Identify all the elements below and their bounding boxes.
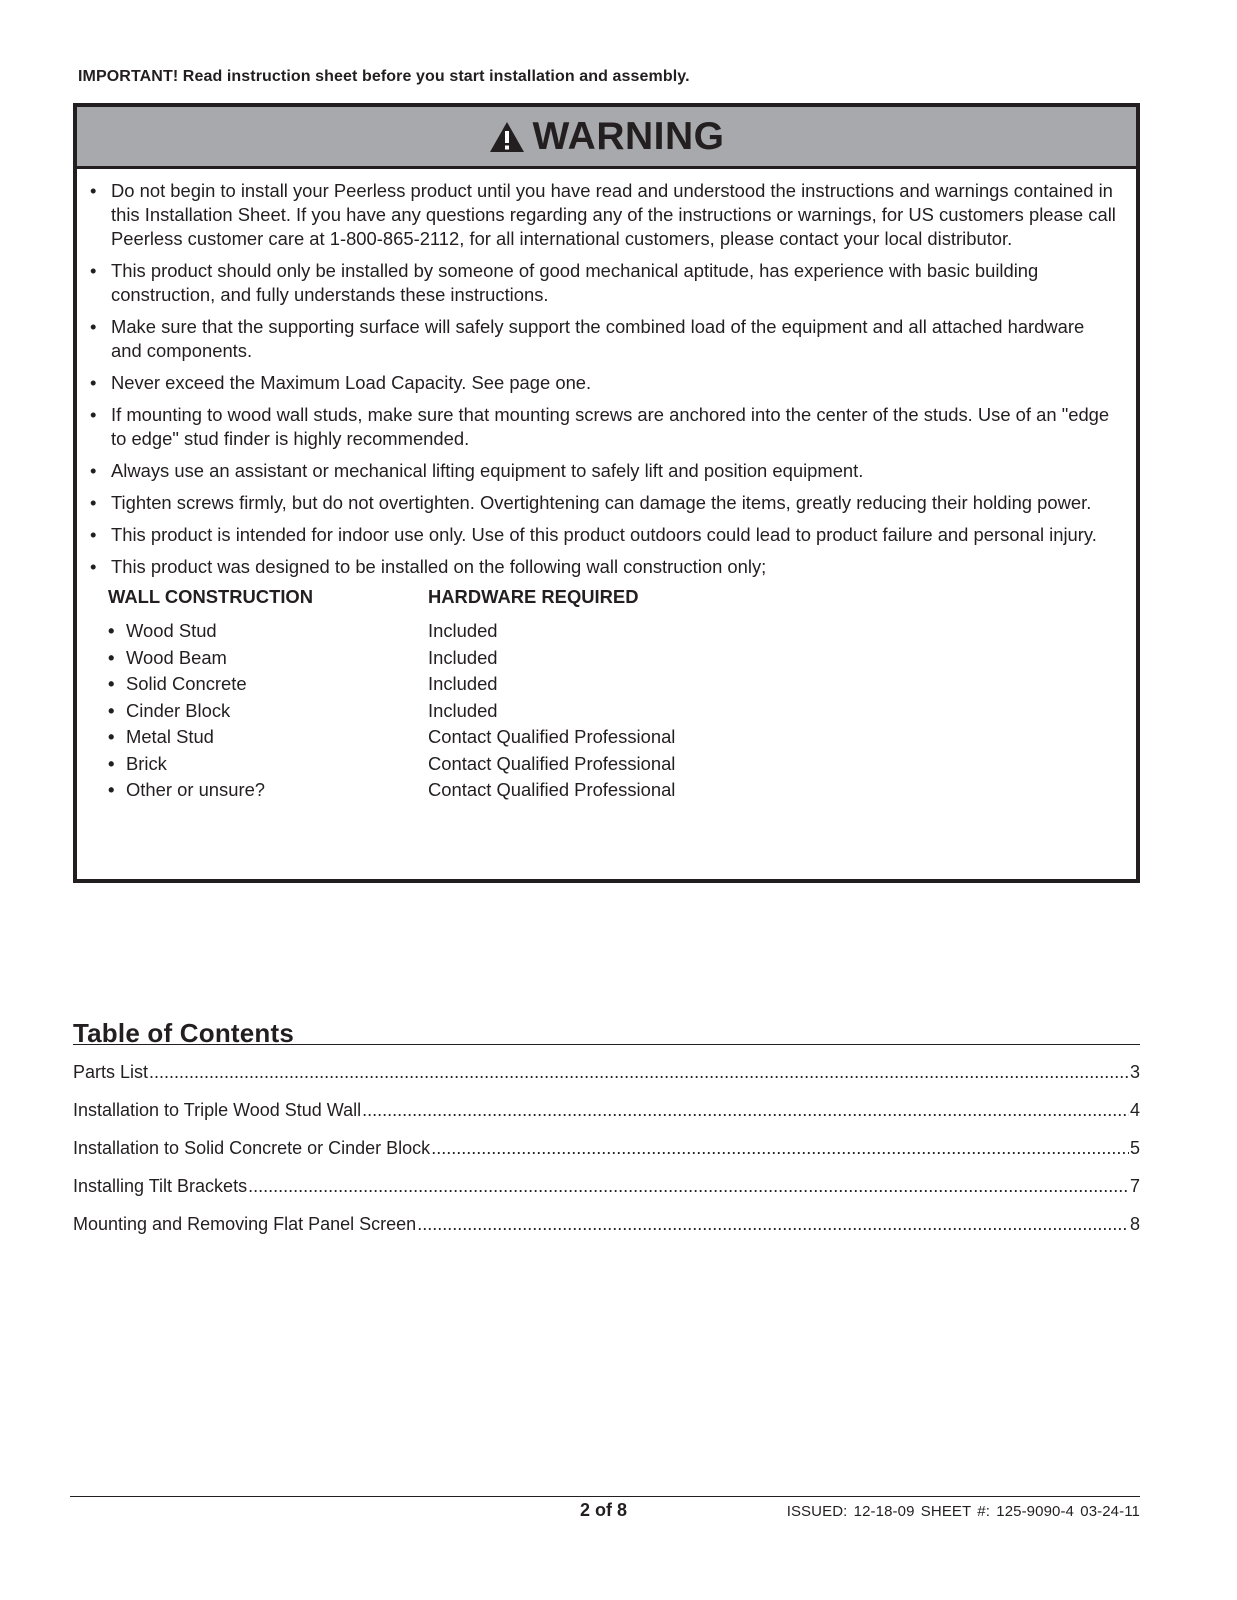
toc-list [73, 1060, 1140, 1250]
wall-table-row [108, 751, 1136, 778]
footer-divider [70, 1496, 1140, 1497]
wall-table-row [108, 618, 1136, 645]
warning-bullet: • Tighten screws firmly, but do not overtighten. Overtightening can damage the items, greatly reducing their holding power. [107, 491, 1116, 515]
toc-entry-label: Installation to Triple Wood Stud Wall [73, 1100, 362, 1120]
wall-type: • Other or unsure? [108, 777, 428, 804]
wall-table-row [108, 777, 1136, 804]
warning-bullet-list [77, 169, 1136, 579]
wall-type: • Brick [108, 751, 428, 778]
toc-entry-page: 5 [1129, 1138, 1140, 1158]
page-number: 2 of 8 [580, 1500, 628, 1520]
warning-bullet: • Always use an assistant or mechanical lifting equipment to safely lift and position equipment. [107, 459, 1116, 483]
toc-entry-page: 4 [1129, 1100, 1140, 1120]
hardware-requirement: Included [428, 620, 498, 641]
hardware-requirement: Contact Qualified Professional [428, 752, 676, 774]
toc-entry[interactable] [73, 1060, 1140, 1098]
warning-header [77, 107, 1136, 169]
hardware-requirement: Included [428, 646, 498, 668]
toc-entry[interactable] [73, 1174, 1140, 1212]
wall-type: • Wood Beam [108, 645, 428, 672]
toc-leader-dots [417, 1212, 1129, 1236]
wall-construction-table [108, 585, 1136, 804]
toc-title: Table of Contents [73, 1018, 295, 1048]
important-note: IMPORTANT! Read instruction sheet before you start installation and assembly. [78, 68, 690, 85]
hardware-requirement: Contact Qualified Professional [428, 726, 676, 747]
hardware-requirement: Included [428, 673, 498, 694]
warning-bullet: • Never exceed the Maximum Load Capacity. See page one. [107, 371, 1116, 395]
warning-bullet: • Make sure that the supporting surface will safely support the combined load of the equipment and all attached hardware and components. [107, 315, 1116, 363]
warning-bullet: • Do not begin to install your Peerless product until you have read and understood the instructions and warnings contained in this Installation Sheet. If you have any questions regarding any of the instructions or warnings, for US customers please call Peerless customer care at 1-800-865-2112, for all international customers, please contact your local distributor. [107, 179, 1116, 251]
toc-leader-dots [149, 1060, 1129, 1084]
toc-divider [73, 1044, 1140, 1045]
toc-entry[interactable] [73, 1136, 1140, 1174]
wall-type: • Wood Stud [108, 618, 428, 645]
hardware-requirement: Contact Qualified Professional [428, 779, 676, 800]
hardware-required-header: HARDWARE REQUIRED [428, 586, 639, 607]
toc-entry-page: 7 [1129, 1176, 1140, 1196]
issue-info: ISSUED: 12-18-09 SHEET #: 125-9090-4 03-24-11 [786, 1503, 1140, 1520]
toc-entry[interactable] [73, 1212, 1140, 1250]
warning-bullet: • If mounting to wood wall studs, make sure that mounting screws are anchored into the center of the studs. Use of an "edge to edge" stud finder is highly recommended. [107, 403, 1116, 451]
hardware-requirement: Included [428, 699, 498, 721]
warning-bullet: • This product was designed to be installed on the following wall construction only; [107, 555, 1116, 579]
toc-entry-page: 3 [1129, 1062, 1140, 1082]
wall-table-row [108, 724, 1136, 751]
toc-entry-label: Mounting and Removing Flat Panel Screen [73, 1214, 417, 1234]
toc-entry-label: Installation to Solid Concrete or Cinder Block [73, 1138, 431, 1158]
toc-entry-page: 8 [1129, 1214, 1140, 1234]
wall-type: • Cinder Block [108, 698, 428, 725]
wall-type: • Solid Concrete [108, 671, 428, 698]
wall-table-row [108, 671, 1136, 698]
toc-entry[interactable] [73, 1098, 1140, 1136]
toc-entry-label: Parts List [73, 1062, 149, 1082]
wall-table-row [108, 698, 1136, 725]
warning-triangle-icon [489, 121, 525, 153]
warning-bullet: • This product should only be installed by someone of good mechanical aptitude, has experience with basic building construction, and fully understands these instructions. [107, 259, 1116, 307]
wall-table-header [108, 585, 1136, 609]
toc-leader-dots [431, 1136, 1129, 1160]
wall-construction-header: WALL CONSTRUCTION [108, 586, 314, 607]
toc-leader-dots [362, 1098, 1129, 1122]
wall-table-row [108, 645, 1136, 672]
wall-type: • Metal Stud [108, 724, 428, 751]
toc-leader-dots [248, 1174, 1129, 1198]
warning-bullet: • This product is intended for indoor use only. Use of this product outdoors could lead to product failure and personal injury. [107, 523, 1116, 547]
toc-entry-label: Installing Tilt Brackets [73, 1176, 248, 1196]
warning-box [73, 103, 1140, 883]
warning-title: WARNING [532, 115, 725, 158]
